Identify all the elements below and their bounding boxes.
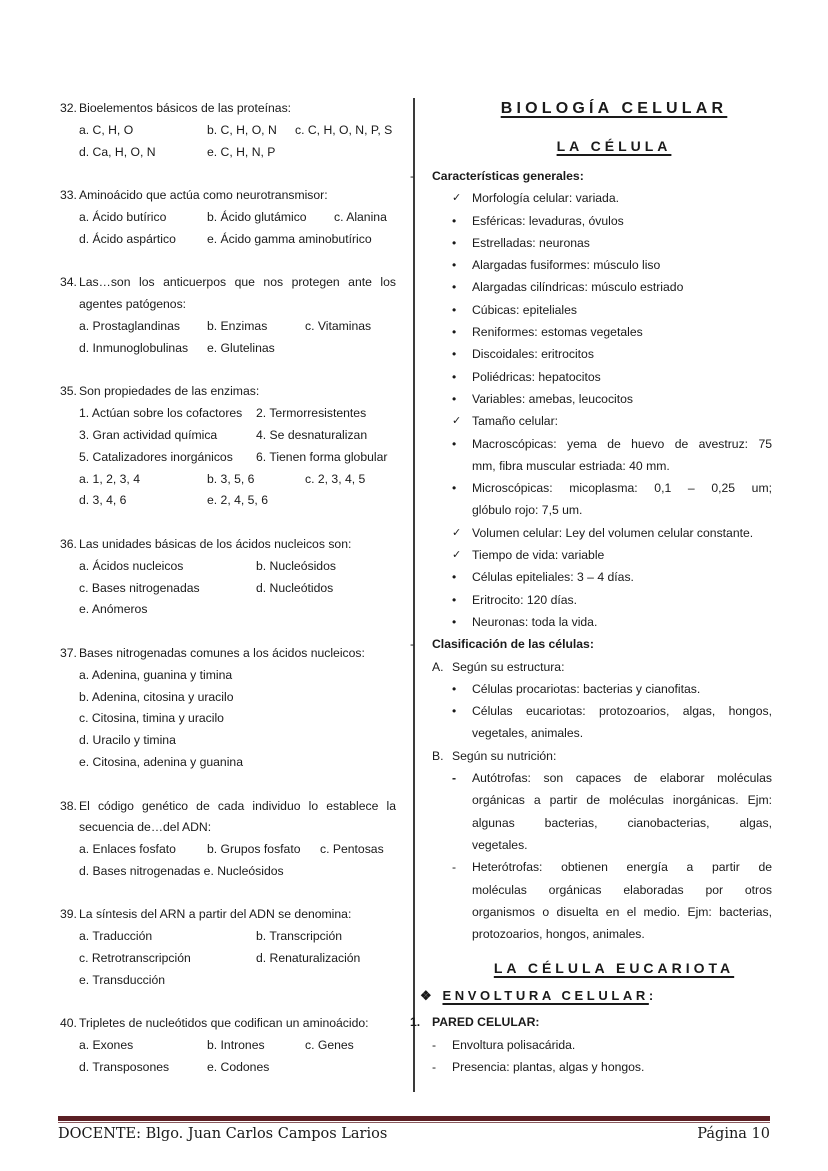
footer-rule	[58, 1116, 770, 1121]
bullet-icon	[452, 366, 472, 388]
statement-1: 1. Actúan sobre los cofactores	[79, 406, 243, 421]
option-a: a. Traducción	[79, 929, 153, 944]
option-a: a. 1, 2, 3, 4	[79, 471, 140, 486]
option-d: d. Renaturalización	[256, 951, 361, 966]
list-item: • Células eucariotas: protozoarios, algas, hongos,	[432, 700, 772, 722]
section-title: LA CÉLULA	[556, 138, 672, 154]
question-36	[60, 534, 396, 621]
theory-column	[410, 98, 772, 1078]
option-a: a. Ácido butírico	[79, 209, 167, 224]
check-item-vida: ✓ Tiempo de vida: variable	[432, 544, 772, 566]
bullet-icon	[452, 276, 472, 298]
list-item: • Células procariotas: bacterias y cianofitas.	[432, 678, 772, 700]
option-c: c. 2, 3, 4, 5	[305, 471, 366, 486]
dash-bullet: -	[452, 860, 457, 875]
option-d: d. Ca, H, O, N	[79, 144, 156, 159]
dash-bullet: -	[410, 637, 415, 652]
list-item: • Reniformes: estomas vegetales	[432, 321, 772, 343]
list-item-continued: vegetales, animales.	[472, 726, 584, 741]
dash-bullet: -	[432, 1037, 437, 1052]
list-item-continued: moléculas orgánicas elaboradas por otros	[472, 882, 772, 897]
option-b: b. Adenina, citosina y uracilo	[79, 689, 234, 704]
list-item: - Heterótrofas: obtienen energía a partir de	[432, 856, 772, 878]
question-37	[60, 643, 396, 774]
question-number: 38.	[60, 798, 77, 813]
option-b: b. Ácido glutámico	[207, 209, 307, 224]
page-title: BIOLOGÍA CELULAR	[500, 100, 728, 117]
list-item: • Eritrocito: 120 días.	[432, 589, 772, 611]
statement-2: 2. Termorresistentes	[256, 406, 367, 421]
list-item: • Discoidales: eritrocitos	[432, 343, 772, 365]
question-stem-continued: secuencia de…del ADN:	[79, 820, 212, 835]
bullet-icon	[452, 477, 472, 499]
list-item-continued: protozoarios, hongos, animales.	[472, 927, 645, 942]
heading-clasificacion: - Clasificación de las células:	[432, 633, 772, 655]
check-item-morfologia: ✓ Morfología celular: variada.	[432, 187, 772, 209]
bullet-icon	[452, 321, 472, 343]
question-stem: Tripletes de nucleótidos que codifican un aminoácido:	[79, 1016, 369, 1031]
option-e: e. C, H, N, P	[207, 144, 276, 159]
list-item: • Esféricas: levaduras, óvulos	[432, 210, 772, 232]
option-c: c. Vitaminas	[305, 318, 372, 333]
question-number: 34.	[60, 275, 77, 290]
question-stem-continued: agentes patógenos:	[79, 297, 187, 312]
question-40	[60, 1013, 396, 1078]
question-stem: Bases nitrogenadas comunes a los ácidos nucleicos:	[79, 645, 365, 660]
option-c: c. Genes	[305, 1038, 354, 1053]
heading-pared-celular: 1. PARED CELULAR:	[410, 1015, 540, 1030]
footer-rule-thin	[58, 1122, 770, 1123]
option-e: e. Anómeros	[79, 602, 148, 617]
bullet-icon	[452, 343, 472, 365]
check-item-tamano: ✓ Tamaño celular:	[432, 410, 772, 432]
bullet-icon	[452, 299, 472, 321]
bullet-icon	[452, 433, 472, 455]
question-number: 40.	[60, 1016, 77, 1031]
option-c: c. Retrotranscripción	[79, 951, 191, 966]
option-b: b. Nucleósidos	[256, 558, 336, 573]
option-a: a. Enlaces fosfato	[79, 842, 176, 857]
statement-6: 6. Tienen forma globular	[256, 449, 388, 464]
list-item: • Cúbicas: epiteliales	[432, 299, 772, 321]
question-stem: Son propiedades de las enzimas:	[79, 384, 260, 399]
option-b: b. Grupos fosfato	[207, 842, 301, 857]
question-stem: Bioelementos básicos de las proteínas:	[79, 101, 292, 115]
check-icon: ✓	[452, 549, 462, 562]
column-divider	[413, 98, 415, 1092]
list-item: - Envoltura polisacárida.	[432, 1034, 772, 1056]
question-stem: La síntesis del ARN a partir del ADN se denomina:	[79, 907, 352, 922]
bullet-icon	[452, 254, 472, 276]
option-d: d. Bases nitrogenadas	[79, 863, 201, 878]
list-item: • Células epiteliales: 3 – 4 días.	[432, 566, 772, 588]
list-item: • Poliédricas: hepatocitos	[432, 366, 772, 388]
option-e: e. Ácido gamma aminobutírico	[207, 231, 372, 246]
option-a: a. Adenina, guanina y timina	[79, 667, 233, 682]
option-c: c. Alanina	[334, 209, 387, 224]
option-a: a. Prostaglandinas	[79, 318, 180, 333]
question-stem: El código genético de cada individuo lo establece la	[79, 798, 396, 813]
option-d: d. 3, 4, 6	[79, 493, 127, 508]
option-b: b. Enzimas	[207, 318, 268, 333]
question-stem: Las unidades básicas de los ácidos nucleicos son:	[79, 536, 352, 551]
list-item: • Alargadas cilíndricas: músculo estriado	[432, 276, 772, 298]
question-38	[60, 796, 396, 883]
list-item: • Variables: amebas, leucocitos	[432, 388, 772, 410]
bullet-icon	[452, 566, 472, 588]
question-number: 33.	[60, 188, 77, 203]
dash-bullet: -	[410, 169, 415, 183]
option-e: e. Codones	[207, 1060, 270, 1075]
option-e: e. Nucleósidos	[203, 863, 284, 878]
question-34	[60, 272, 396, 359]
option-e: e. Citosina, adenina y guanina	[79, 754, 243, 769]
question-number: 32.	[60, 101, 77, 115]
question-number: 36.	[60, 536, 77, 551]
option-c: c. Pentosas	[320, 842, 384, 857]
subsection-title-envoltura: ❖ ENVOLTURA CELULAR:	[420, 988, 657, 1004]
footer-teacher: DOCENTE: Blgo. Juan Carlos Campos Larios	[58, 1126, 388, 1142]
statement-5: 5. Catalizadores inorgánicos	[79, 449, 233, 464]
option-a: a. C, H, O	[79, 122, 134, 137]
questions-column	[60, 98, 396, 1101]
list-item: • Alargadas fusiformes: músculo liso	[432, 254, 772, 276]
option-d: d. Uracilo y timina	[79, 733, 176, 748]
list-item: • Microscópicas: micoplasma: 0,1 – 0,25 um;	[432, 477, 772, 499]
bullet-icon	[452, 232, 472, 254]
list-item: - Presencia: plantas, algas y hongos.	[432, 1056, 772, 1078]
list-item-continued: glóbulo rojo: 7,5 um.	[472, 503, 583, 518]
question-stem: Las…son los anticuerpos que nos protegen ante los	[79, 275, 396, 290]
statement-3: 3. Gran actividad química	[79, 427, 218, 442]
option-d: d. Inmunoglobulinas	[79, 340, 189, 355]
question-35	[60, 381, 396, 512]
bullet-icon	[452, 611, 472, 633]
list-item: • Macroscópicas: yema de huevo de avestruz: 75	[432, 433, 772, 455]
option-b: b. 3, 5, 6	[207, 471, 255, 486]
option-e: e. Glutelinas	[207, 340, 275, 355]
option-c: c. C, H, O, N, P, S	[295, 122, 393, 137]
question-number: 39.	[60, 907, 77, 922]
option-b: b. Intrones	[207, 1038, 265, 1053]
option-a: a. Ácidos nucleicos	[79, 558, 184, 573]
bullet-icon	[452, 678, 472, 700]
option-c: c. Citosina, timina y uracilo	[79, 711, 224, 726]
question-39	[60, 904, 396, 991]
option-b: b. Transcripción	[256, 929, 343, 944]
heading-caracteristicas: - Características generales:	[432, 165, 772, 187]
bullet-icon	[452, 388, 472, 410]
dash-bullet: -	[452, 771, 457, 786]
footer-page-number: Página 10	[697, 1126, 770, 1142]
list-item-continued: vegetales.	[472, 837, 528, 852]
option-d: d. Nucleótidos	[256, 580, 334, 595]
list-item: • Neuronas: toda la vida.	[432, 611, 772, 633]
list-item-continued: algunas bacterias, cianobacterias, algas,	[472, 815, 772, 830]
diamond-icon: ❖	[420, 988, 436, 1004]
question-number: 37.	[60, 645, 77, 660]
option-d: d. Transposones	[79, 1060, 170, 1075]
check-icon: ✓	[452, 192, 462, 205]
list-item: • Estrelladas: neuronas	[432, 232, 772, 254]
option-a: a. Exones	[79, 1038, 134, 1053]
dash-bullet: -	[432, 1059, 437, 1074]
question-number: 35.	[60, 384, 77, 399]
question-stem: Aminoácido que actúa como neurotransmisor:	[79, 188, 328, 203]
option-d: d. Ácido aspártico	[79, 231, 176, 246]
question-33	[60, 185, 396, 250]
option-b: b. C, H, O, N	[207, 122, 277, 137]
bullet-icon	[452, 210, 472, 232]
statement-4: 4. Se desnaturalizan	[256, 427, 368, 442]
list-item-continued: organismos o disuelta en el medio. Ejm: bacterias,	[472, 904, 772, 919]
bullet-icon	[452, 700, 472, 722]
check-icon: ✓	[452, 526, 462, 539]
check-item-volumen: ✓ Volumen celular: Ley del volumen celular constante.	[432, 522, 772, 544]
list-item-continued: orgánicas a partir de moléculas inorgánicas. Ejm:	[472, 793, 772, 808]
option-e: e. 2, 4, 5, 6	[207, 493, 268, 508]
question-32	[60, 98, 396, 163]
subheading-nutricion: B. Según su nutrición:	[432, 748, 557, 763]
list-item-continued: mm, fibra muscular estriada: 40 mm.	[472, 458, 670, 473]
subheading-estructura: A. Según su estructura:	[432, 659, 565, 674]
list-item: - Autótrofas: son capaces de elaborar moléculas	[432, 767, 772, 789]
option-e: e. Transducción	[79, 972, 166, 987]
bullet-icon	[452, 589, 472, 611]
option-c: c. Bases nitrogenadas	[79, 580, 200, 595]
check-icon: ✓	[452, 415, 462, 428]
section-title-eucariota: LA CÉLULA EUCARIOTA	[493, 960, 735, 977]
